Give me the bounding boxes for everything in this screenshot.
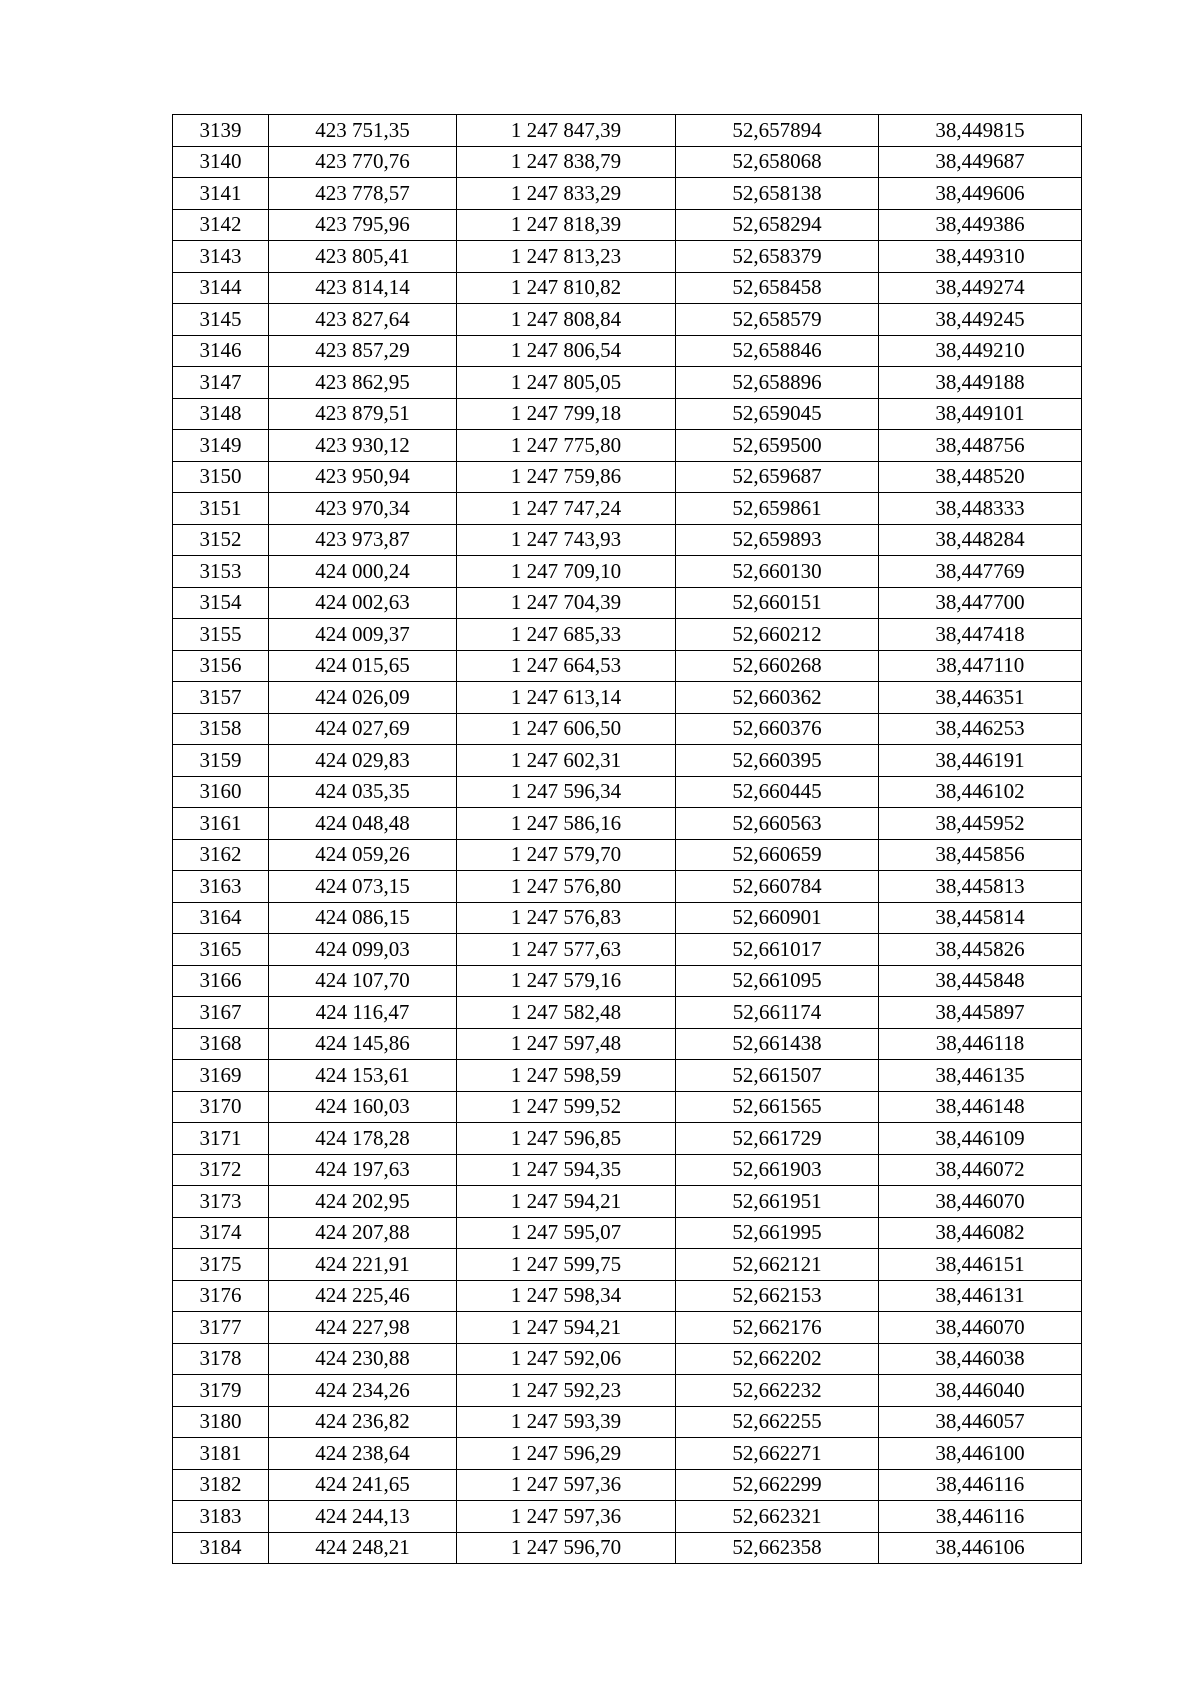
y-coordinate-cell: 1 247 599,75 (457, 1249, 676, 1281)
point-number-cell: 3171 (173, 1123, 269, 1155)
y-coordinate-cell: 1 247 594,21 (457, 1312, 676, 1344)
table-row (173, 1375, 1082, 1407)
table-row (173, 1091, 1082, 1123)
latitude-cell: 52,661995 (676, 1217, 879, 1249)
latitude-cell: 52,661438 (676, 1028, 879, 1060)
x-coordinate-cell: 423 751,35 (269, 115, 457, 147)
point-number-cell: 3173 (173, 1186, 269, 1218)
longitude-cell: 38,447110 (879, 650, 1082, 682)
x-coordinate-cell: 424 238,64 (269, 1438, 457, 1470)
longitude-cell: 38,446106 (879, 1532, 1082, 1564)
latitude-cell: 52,660445 (676, 776, 879, 808)
point-number-cell: 3152 (173, 524, 269, 556)
longitude-cell: 38,446109 (879, 1123, 1082, 1155)
table-row (173, 745, 1082, 777)
y-coordinate-cell: 1 247 579,16 (457, 965, 676, 997)
point-number-cell: 3158 (173, 713, 269, 745)
y-coordinate-cell: 1 247 594,21 (457, 1186, 676, 1218)
x-coordinate-cell: 424 073,15 (269, 871, 457, 903)
latitude-cell: 52,659045 (676, 398, 879, 430)
table-row (173, 713, 1082, 745)
latitude-cell: 52,662321 (676, 1501, 879, 1533)
point-number-cell: 3174 (173, 1217, 269, 1249)
table-row (173, 1406, 1082, 1438)
y-coordinate-cell: 1 247 838,79 (457, 146, 676, 178)
y-coordinate-cell: 1 247 593,39 (457, 1406, 676, 1438)
point-number-cell: 3176 (173, 1280, 269, 1312)
point-number-cell: 3168 (173, 1028, 269, 1060)
longitude-cell: 38,448520 (879, 461, 1082, 493)
table-row (173, 367, 1082, 399)
longitude-cell: 38,447418 (879, 619, 1082, 651)
y-coordinate-cell: 1 247 808,84 (457, 304, 676, 336)
x-coordinate-cell: 424 026,09 (269, 682, 457, 714)
table-row (173, 1469, 1082, 1501)
y-coordinate-cell: 1 247 759,86 (457, 461, 676, 493)
x-coordinate-cell: 423 862,95 (269, 367, 457, 399)
longitude-cell: 38,445826 (879, 934, 1082, 966)
x-coordinate-cell: 424 160,03 (269, 1091, 457, 1123)
point-number-cell: 3184 (173, 1532, 269, 1564)
longitude-cell: 38,446072 (879, 1154, 1082, 1186)
y-coordinate-cell: 1 247 598,34 (457, 1280, 676, 1312)
x-coordinate-cell: 423 770,76 (269, 146, 457, 178)
x-coordinate-cell: 423 950,94 (269, 461, 457, 493)
y-coordinate-cell: 1 247 576,80 (457, 871, 676, 903)
y-coordinate-cell: 1 247 597,48 (457, 1028, 676, 1060)
table-row (173, 1532, 1082, 1564)
y-coordinate-cell: 1 247 596,85 (457, 1123, 676, 1155)
x-coordinate-cell: 424 225,46 (269, 1280, 457, 1312)
longitude-cell: 38,445897 (879, 997, 1082, 1029)
longitude-cell: 38,446100 (879, 1438, 1082, 1470)
table-row (173, 902, 1082, 934)
longitude-cell: 38,446070 (879, 1312, 1082, 1344)
table-row (173, 524, 1082, 556)
table-row (173, 1249, 1082, 1281)
y-coordinate-cell: 1 247 813,23 (457, 241, 676, 273)
longitude-cell: 38,449815 (879, 115, 1082, 147)
x-coordinate-cell: 423 857,29 (269, 335, 457, 367)
x-coordinate-cell: 423 879,51 (269, 398, 457, 430)
table-row (173, 776, 1082, 808)
point-number-cell: 3172 (173, 1154, 269, 1186)
point-number-cell: 3177 (173, 1312, 269, 1344)
point-number-cell: 3139 (173, 115, 269, 147)
longitude-cell: 38,446102 (879, 776, 1082, 808)
y-coordinate-cell: 1 247 818,39 (457, 209, 676, 241)
latitude-cell: 52,660362 (676, 682, 879, 714)
latitude-cell: 52,661565 (676, 1091, 879, 1123)
y-coordinate-cell: 1 247 594,35 (457, 1154, 676, 1186)
longitude-cell: 38,446040 (879, 1375, 1082, 1407)
point-number-cell: 3149 (173, 430, 269, 462)
y-coordinate-cell: 1 247 664,53 (457, 650, 676, 682)
y-coordinate-cell: 1 247 806,54 (457, 335, 676, 367)
table-row (173, 1123, 1082, 1155)
point-number-cell: 3178 (173, 1343, 269, 1375)
latitude-cell: 52,660151 (676, 587, 879, 619)
latitude-cell: 52,658379 (676, 241, 879, 273)
y-coordinate-cell: 1 247 599,52 (457, 1091, 676, 1123)
x-coordinate-cell: 424 207,88 (269, 1217, 457, 1249)
latitude-cell: 52,660563 (676, 808, 879, 840)
table-row (173, 146, 1082, 178)
point-number-cell: 3163 (173, 871, 269, 903)
latitude-cell: 52,662153 (676, 1280, 879, 1312)
y-coordinate-cell: 1 247 704,39 (457, 587, 676, 619)
latitude-cell: 52,659893 (676, 524, 879, 556)
latitude-cell: 52,660376 (676, 713, 879, 745)
longitude-cell: 38,449386 (879, 209, 1082, 241)
longitude-cell: 38,446351 (879, 682, 1082, 714)
point-number-cell: 3140 (173, 146, 269, 178)
latitude-cell: 52,661507 (676, 1060, 879, 1092)
y-coordinate-cell: 1 247 592,23 (457, 1375, 676, 1407)
y-coordinate-cell: 1 247 577,63 (457, 934, 676, 966)
longitude-cell: 38,445814 (879, 902, 1082, 934)
longitude-cell: 38,449245 (879, 304, 1082, 336)
y-coordinate-cell: 1 247 592,06 (457, 1343, 676, 1375)
longitude-cell: 38,446057 (879, 1406, 1082, 1438)
latitude-cell: 52,662271 (676, 1438, 879, 1470)
point-number-cell: 3161 (173, 808, 269, 840)
y-coordinate-cell: 1 247 747,24 (457, 493, 676, 525)
x-coordinate-cell: 424 048,48 (269, 808, 457, 840)
longitude-cell: 38,448333 (879, 493, 1082, 525)
coordinates-table-body (173, 115, 1082, 1564)
x-coordinate-cell: 423 827,64 (269, 304, 457, 336)
latitude-cell: 52,658138 (676, 178, 879, 210)
latitude-cell: 52,658458 (676, 272, 879, 304)
point-number-cell: 3182 (173, 1469, 269, 1501)
table-row (173, 587, 1082, 619)
longitude-cell: 38,449687 (879, 146, 1082, 178)
longitude-cell: 38,449310 (879, 241, 1082, 273)
x-coordinate-cell: 424 221,91 (269, 1249, 457, 1281)
longitude-cell: 38,449274 (879, 272, 1082, 304)
y-coordinate-cell: 1 247 597,36 (457, 1469, 676, 1501)
latitude-cell: 52,657894 (676, 115, 879, 147)
y-coordinate-cell: 1 247 586,16 (457, 808, 676, 840)
latitude-cell: 52,660130 (676, 556, 879, 588)
x-coordinate-cell: 424 009,37 (269, 619, 457, 651)
longitude-cell: 38,446118 (879, 1028, 1082, 1060)
latitude-cell: 52,658896 (676, 367, 879, 399)
longitude-cell: 38,448756 (879, 430, 1082, 462)
table-row (173, 1312, 1082, 1344)
table-row (173, 1217, 1082, 1249)
latitude-cell: 52,662255 (676, 1406, 879, 1438)
point-number-cell: 3159 (173, 745, 269, 777)
table-row (173, 241, 1082, 273)
point-number-cell: 3146 (173, 335, 269, 367)
table-row (173, 997, 1082, 1029)
y-coordinate-cell: 1 247 775,80 (457, 430, 676, 462)
x-coordinate-cell: 423 814,14 (269, 272, 457, 304)
latitude-cell: 52,658579 (676, 304, 879, 336)
y-coordinate-cell: 1 247 805,05 (457, 367, 676, 399)
x-coordinate-cell: 423 970,34 (269, 493, 457, 525)
latitude-cell: 52,658846 (676, 335, 879, 367)
x-coordinate-cell: 424 086,15 (269, 902, 457, 934)
longitude-cell: 38,446116 (879, 1501, 1082, 1533)
latitude-cell: 52,662358 (676, 1532, 879, 1564)
latitude-cell: 52,658068 (676, 146, 879, 178)
latitude-cell: 52,662176 (676, 1312, 879, 1344)
latitude-cell: 52,660395 (676, 745, 879, 777)
table-row (173, 556, 1082, 588)
point-number-cell: 3154 (173, 587, 269, 619)
point-number-cell: 3165 (173, 934, 269, 966)
table-row (173, 1280, 1082, 1312)
point-number-cell: 3148 (173, 398, 269, 430)
longitude-cell: 38,449210 (879, 335, 1082, 367)
latitude-cell: 52,659687 (676, 461, 879, 493)
table-row (173, 1060, 1082, 1092)
point-number-cell: 3151 (173, 493, 269, 525)
x-coordinate-cell: 424 236,82 (269, 1406, 457, 1438)
point-number-cell: 3183 (173, 1501, 269, 1533)
table-row (173, 650, 1082, 682)
table-row (173, 272, 1082, 304)
y-coordinate-cell: 1 247 799,18 (457, 398, 676, 430)
latitude-cell: 52,660268 (676, 650, 879, 682)
longitude-cell: 38,448284 (879, 524, 1082, 556)
y-coordinate-cell: 1 247 598,59 (457, 1060, 676, 1092)
x-coordinate-cell: 424 227,98 (269, 1312, 457, 1344)
table-row (173, 178, 1082, 210)
table-row (173, 965, 1082, 997)
latitude-cell: 52,662232 (676, 1375, 879, 1407)
y-coordinate-cell: 1 247 595,07 (457, 1217, 676, 1249)
x-coordinate-cell: 424 178,28 (269, 1123, 457, 1155)
point-number-cell: 3164 (173, 902, 269, 934)
longitude-cell: 38,446148 (879, 1091, 1082, 1123)
table-row (173, 1154, 1082, 1186)
longitude-cell: 38,445848 (879, 965, 1082, 997)
x-coordinate-cell: 424 197,63 (269, 1154, 457, 1186)
point-number-cell: 3162 (173, 839, 269, 871)
latitude-cell: 52,661903 (676, 1154, 879, 1186)
y-coordinate-cell: 1 247 709,10 (457, 556, 676, 588)
point-number-cell: 3157 (173, 682, 269, 714)
x-coordinate-cell: 424 029,83 (269, 745, 457, 777)
table-row (173, 1343, 1082, 1375)
longitude-cell: 38,446082 (879, 1217, 1082, 1249)
y-coordinate-cell: 1 247 810,82 (457, 272, 676, 304)
point-number-cell: 3156 (173, 650, 269, 682)
x-coordinate-cell: 424 027,69 (269, 713, 457, 745)
x-coordinate-cell: 424 234,26 (269, 1375, 457, 1407)
longitude-cell: 38,445813 (879, 871, 1082, 903)
x-coordinate-cell: 424 099,03 (269, 934, 457, 966)
longitude-cell: 38,445952 (879, 808, 1082, 840)
latitude-cell: 52,658294 (676, 209, 879, 241)
longitude-cell: 38,446038 (879, 1343, 1082, 1375)
table-row (173, 335, 1082, 367)
point-number-cell: 3150 (173, 461, 269, 493)
table-row (173, 1028, 1082, 1060)
x-coordinate-cell: 424 244,13 (269, 1501, 457, 1533)
x-coordinate-cell: 423 973,87 (269, 524, 457, 556)
coordinates-table (172, 114, 1082, 1564)
y-coordinate-cell: 1 247 602,31 (457, 745, 676, 777)
y-coordinate-cell: 1 247 596,34 (457, 776, 676, 808)
latitude-cell: 52,660901 (676, 902, 879, 934)
latitude-cell: 52,660659 (676, 839, 879, 871)
table-row (173, 209, 1082, 241)
x-coordinate-cell: 424 248,21 (269, 1532, 457, 1564)
latitude-cell: 52,661951 (676, 1186, 879, 1218)
point-number-cell: 3160 (173, 776, 269, 808)
longitude-cell: 38,447700 (879, 587, 1082, 619)
x-coordinate-cell: 424 035,35 (269, 776, 457, 808)
x-coordinate-cell: 424 145,86 (269, 1028, 457, 1060)
point-number-cell: 3155 (173, 619, 269, 651)
table-row (173, 619, 1082, 651)
latitude-cell: 52,662121 (676, 1249, 879, 1281)
table-row (173, 1186, 1082, 1218)
y-coordinate-cell: 1 247 576,83 (457, 902, 676, 934)
point-number-cell: 3153 (173, 556, 269, 588)
point-number-cell: 3167 (173, 997, 269, 1029)
y-coordinate-cell: 1 247 743,93 (457, 524, 676, 556)
longitude-cell: 38,446135 (879, 1060, 1082, 1092)
x-coordinate-cell: 423 930,12 (269, 430, 457, 462)
table-row (173, 304, 1082, 336)
longitude-cell: 38,449101 (879, 398, 1082, 430)
y-coordinate-cell: 1 247 685,33 (457, 619, 676, 651)
point-number-cell: 3143 (173, 241, 269, 273)
table-row (173, 461, 1082, 493)
x-coordinate-cell: 424 153,61 (269, 1060, 457, 1092)
table-row (173, 839, 1082, 871)
x-coordinate-cell: 424 000,24 (269, 556, 457, 588)
point-number-cell: 3175 (173, 1249, 269, 1281)
x-coordinate-cell: 423 795,96 (269, 209, 457, 241)
y-coordinate-cell: 1 247 847,39 (457, 115, 676, 147)
y-coordinate-cell: 1 247 613,14 (457, 682, 676, 714)
point-number-cell: 3169 (173, 1060, 269, 1092)
table-row (173, 682, 1082, 714)
x-coordinate-cell: 424 059,26 (269, 839, 457, 871)
longitude-cell: 38,446191 (879, 745, 1082, 777)
y-coordinate-cell: 1 247 597,36 (457, 1501, 676, 1533)
longitude-cell: 38,446131 (879, 1280, 1082, 1312)
y-coordinate-cell: 1 247 596,29 (457, 1438, 676, 1470)
latitude-cell: 52,660784 (676, 871, 879, 903)
point-number-cell: 3179 (173, 1375, 269, 1407)
latitude-cell: 52,661729 (676, 1123, 879, 1155)
point-number-cell: 3144 (173, 272, 269, 304)
y-coordinate-cell: 1 247 582,48 (457, 997, 676, 1029)
table-row (173, 1501, 1082, 1533)
x-coordinate-cell: 424 230,88 (269, 1343, 457, 1375)
latitude-cell: 52,662202 (676, 1343, 879, 1375)
x-coordinate-cell: 424 015,65 (269, 650, 457, 682)
longitude-cell: 38,446253 (879, 713, 1082, 745)
table-row (173, 1438, 1082, 1470)
table-row (173, 808, 1082, 840)
y-coordinate-cell: 1 247 606,50 (457, 713, 676, 745)
longitude-cell: 38,445856 (879, 839, 1082, 871)
latitude-cell: 52,659500 (676, 430, 879, 462)
x-coordinate-cell: 424 241,65 (269, 1469, 457, 1501)
x-coordinate-cell: 424 002,63 (269, 587, 457, 619)
table-row (173, 398, 1082, 430)
point-number-cell: 3180 (173, 1406, 269, 1438)
x-coordinate-cell: 424 107,70 (269, 965, 457, 997)
latitude-cell: 52,659861 (676, 493, 879, 525)
point-number-cell: 3141 (173, 178, 269, 210)
table-row (173, 115, 1082, 147)
latitude-cell: 52,661017 (676, 934, 879, 966)
longitude-cell: 38,446151 (879, 1249, 1082, 1281)
point-number-cell: 3145 (173, 304, 269, 336)
point-number-cell: 3147 (173, 367, 269, 399)
latitude-cell: 52,662299 (676, 1469, 879, 1501)
y-coordinate-cell: 1 247 596,70 (457, 1532, 676, 1564)
longitude-cell: 38,446116 (879, 1469, 1082, 1501)
point-number-cell: 3166 (173, 965, 269, 997)
latitude-cell: 52,661174 (676, 997, 879, 1029)
table-row (173, 493, 1082, 525)
latitude-cell: 52,661095 (676, 965, 879, 997)
x-coordinate-cell: 424 116,47 (269, 997, 457, 1029)
y-coordinate-cell: 1 247 579,70 (457, 839, 676, 871)
longitude-cell: 38,446070 (879, 1186, 1082, 1218)
table-row (173, 871, 1082, 903)
longitude-cell: 38,447769 (879, 556, 1082, 588)
longitude-cell: 38,449188 (879, 367, 1082, 399)
x-coordinate-cell: 423 778,57 (269, 178, 457, 210)
y-coordinate-cell: 1 247 833,29 (457, 178, 676, 210)
point-number-cell: 3170 (173, 1091, 269, 1123)
table-row (173, 430, 1082, 462)
longitude-cell: 38,449606 (879, 178, 1082, 210)
point-number-cell: 3181 (173, 1438, 269, 1470)
latitude-cell: 52,660212 (676, 619, 879, 651)
x-coordinate-cell: 423 805,41 (269, 241, 457, 273)
point-number-cell: 3142 (173, 209, 269, 241)
x-coordinate-cell: 424 202,95 (269, 1186, 457, 1218)
table-row (173, 934, 1082, 966)
